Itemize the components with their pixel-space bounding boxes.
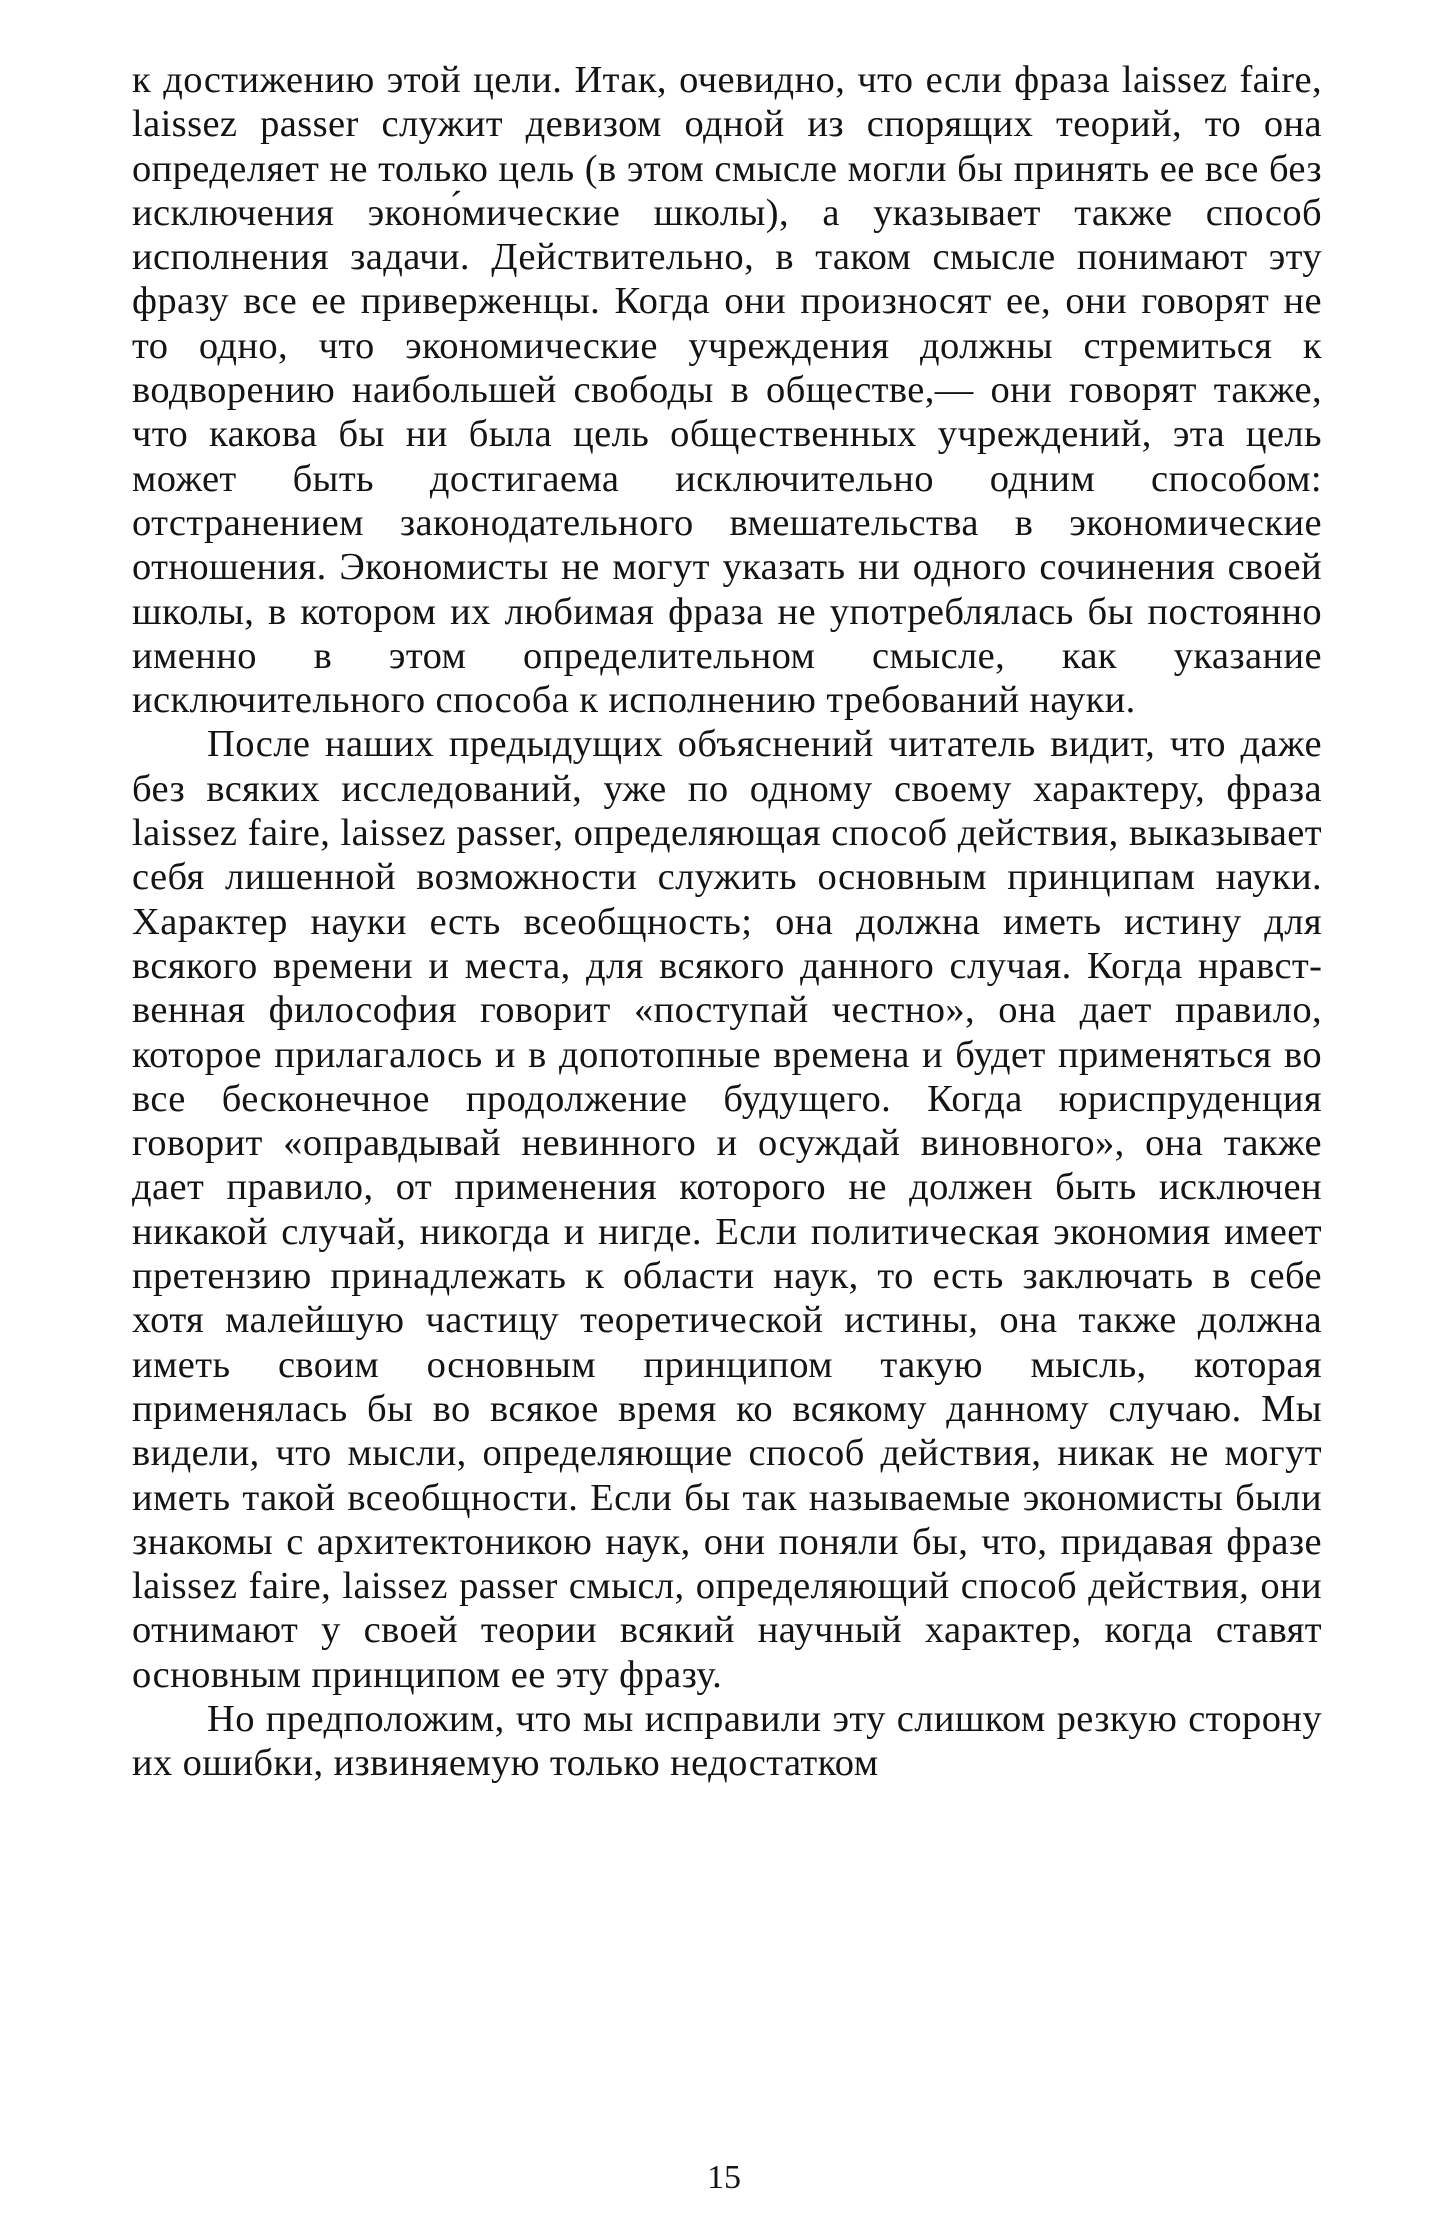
page-body: [132, 58, 1322, 1786]
paragraph-3: Но предположим, что мы исправили эту слишком резкую сторону их ошибки, извиняемую только недостатком: [132, 1697, 1322, 1785]
page-number: 15: [707, 2159, 741, 2196]
paragraph-1: к достижению этой цели. Итак, очевидно, что если фраза laissez faire, laissez passer служит девизом одной из спорящих теорий, то она определяет не только цель (в этом смысле могли бы принять ее все без исключения эконо́мические школы), а указывает также способ исполнения задачи. Действительно, в таком смысле понимают эту фразу все ее приверженцы. Когда они произносят ее, они говорят не то одно, что экономические учреждения должны стремиться к водворению наибольшей свободы в обществе,— они говорят также, что какова бы ни была цель общественных учреждений, эта цель может быть достигаема исключительно одним способом: отстранением законодательного вмешательства в экономические отношения. Экономисты не могут указать ни одного сочинения своей школы, в котором их любимая фраза не употреблялась бы постоянно именно в этом определительном смысле, как указание исключительного способа к исполнению требований науки.: [132, 59, 1322, 722]
paragraph-2: После наших предыдущих объяснений читатель видит, что даже без всяких исследований, уже по одному своему характеру, фраза laissez faire, laissez passer, определяющая способ действия, выказывает себя лишенной возможности служить основным принципам науки. Характер науки есть всеобщность; она должна иметь истину для всякого времени и места, для всякого данного случая. Когда нравственная философия говорит «поступай честно», она дает правило, которое прилагалось и в допотопные времена и будет применяться во все бесконечное продолжение будущего. Когда юриспруденция говорит «оправдывай невинного и осуждай виновного», она также дает правило, от применения которого не должен быть исключен никакой случай, никогда и нигде. Если политическая экономия имеет претензию принадлежать к области наук, то есть заключать в себе хотя малейшую частицу теоретической истины, она также должна иметь своим основным принципом такую мысль, которая применялась бы во всякое время ко всякому данному случаю. Мы видели, что мысли, определяющие способ действия, никак не могут иметь такой всеобщности. Если бы так называемые экономисты были знакомы с архитектоникою наук, они поняли бы, что, придавая фразе laissez faire, laissez passer смысл, определяющий способ действия, они отнимают у своей теории всякий научный характер, когда ставят основным принципом ее эту фразу.: [132, 723, 1322, 1696]
